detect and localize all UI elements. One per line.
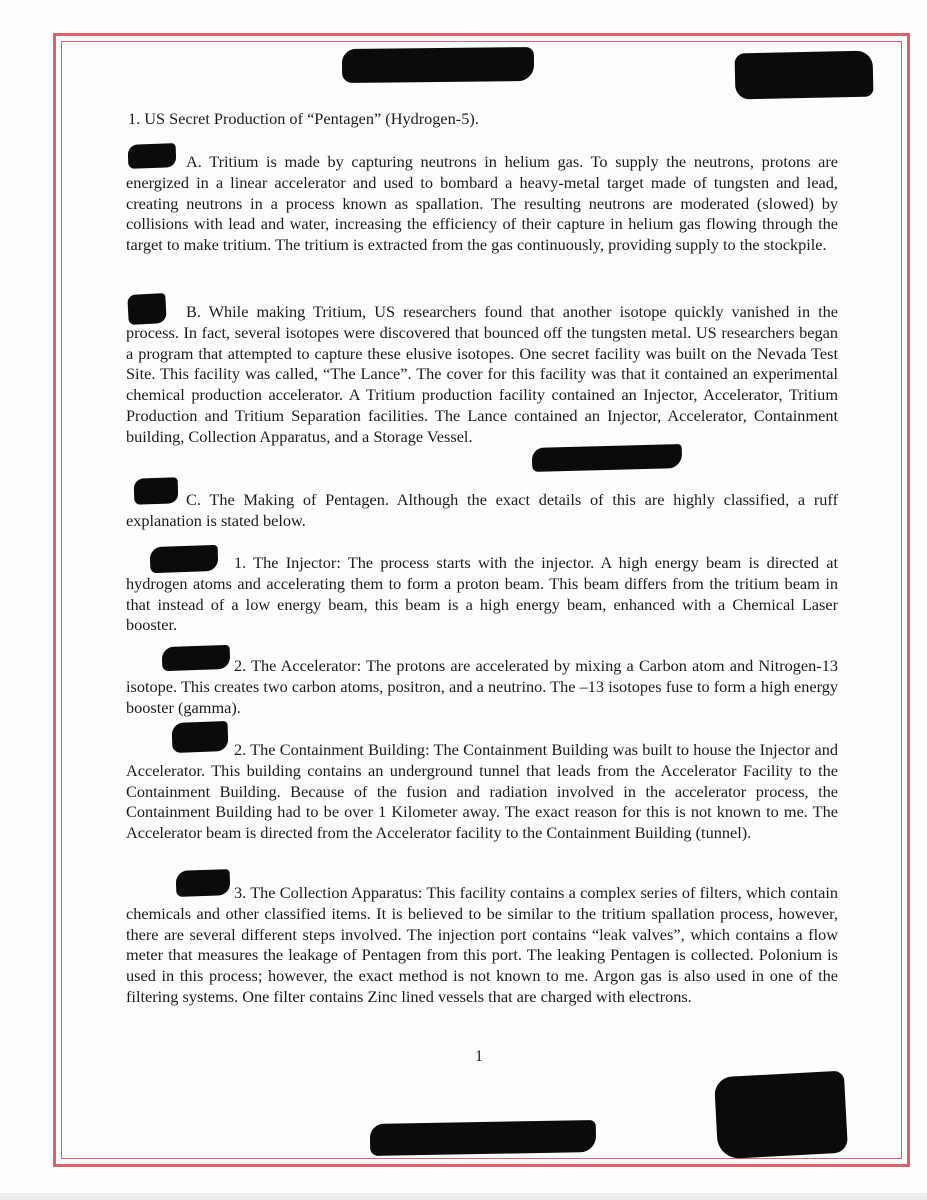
subsection-injector: 1. The Injector: The process starts with the injector. A high energy beam is directed at hydrogen atoms and accelerating them to form a proton beam. This beam differs from the tritium beam in that instead of a low energy beam, this beam is a high energy beam, enhanced with a Chemical Laser booster. bbox=[126, 553, 838, 635]
redaction-footer-right bbox=[714, 1071, 848, 1160]
section-heading: 1. US Secret Production of “Pentagen” (Hydrogen-5). bbox=[128, 109, 479, 128]
subsection-containment: 2. The Containment Building: The Containment Building was built to house the Injector and Accelerator. This building contains an underground tunnel that leads from the Accelerator Facility to the Containment Building. Because of the fusion and radiation involved in the accelerator process, the Containment Building had to be over 1 Kilometer away. The exact reason for this is not known to me. The Accelerator beam is directed from the Accelerator facility to the Containment Building (tunnel). bbox=[126, 740, 838, 843]
paragraph-a: A. Tritium is made by capturing neutrons in helium gas. To supply the neutrons, protons are energized in a linear accelerator and used to bombard a heavy-metal target made of tungsten and lead, creating neutrons in a process known as spallation. The resulting neutrons are moderated (slowed) by collisions with lead and water, increasing the efficiency of their capture in helium gas flowing through the target to make tritium. The tritium is extracted from the gas continuously, providing supply to the stockpile. bbox=[126, 152, 838, 255]
subsection-collection: 3. The Collection Apparatus: This facility contains a complex series of filters, which contain chemicals and other classified items. It is believed to be similar to the tritium spallation process, however, there are several different steps involved. The injection port contains “leak valves”, which contains a flow meter that measures the leakage of Pentagen from this port. The leaking Pentagen is collected. Polonium is used in this process; however, the exact method is not known to me. Argon gas is also used in one of the filtering systems. One filter contains Zinc lined vessels that are charged with electrons. bbox=[126, 883, 838, 1006]
paragraph-c: C. The Making of Pentagen. Although the exact details of this are highly classified, a ruff explanation is stated below. bbox=[126, 490, 838, 530]
subsection-accelerator: 2. The Accelerator: The protons are accelerated by mixing a Carbon atom and Nitrogen-13 isotope. This creates two carbon atoms, positron, and a neutrino. The –13 isotopes fuse to form a high energy booster (gamma). bbox=[126, 656, 838, 717]
redaction-footer-center bbox=[370, 1120, 597, 1156]
paragraph-b: B. While making Tritium, US researchers found that another isotope quickly vanished in the process. In fact, several isotopes were discovered that bounced off the tungsten metal. US researchers began a program that attempted to capture these elusive isotopes. One secret facility was built on the Nevada Test Site. This facility was called, “The Lance”. The cover for this facility was that it contained an experimental chemical production accelerator. A Tritium production facility contained an Injector, Accelerator, Tritium Production and Tritium Separation facilities. The Lance contained an Injector, Accelerator, Containment building, Collection Apparatus, and a Storage Vessel. bbox=[126, 302, 838, 446]
scan-edge bbox=[0, 1193, 927, 1200]
redaction-header-right bbox=[735, 51, 874, 100]
redaction-header-left bbox=[342, 47, 534, 83]
page-number: 1 bbox=[475, 1048, 483, 1065]
redaction-paragraph-b-end bbox=[532, 444, 683, 472]
